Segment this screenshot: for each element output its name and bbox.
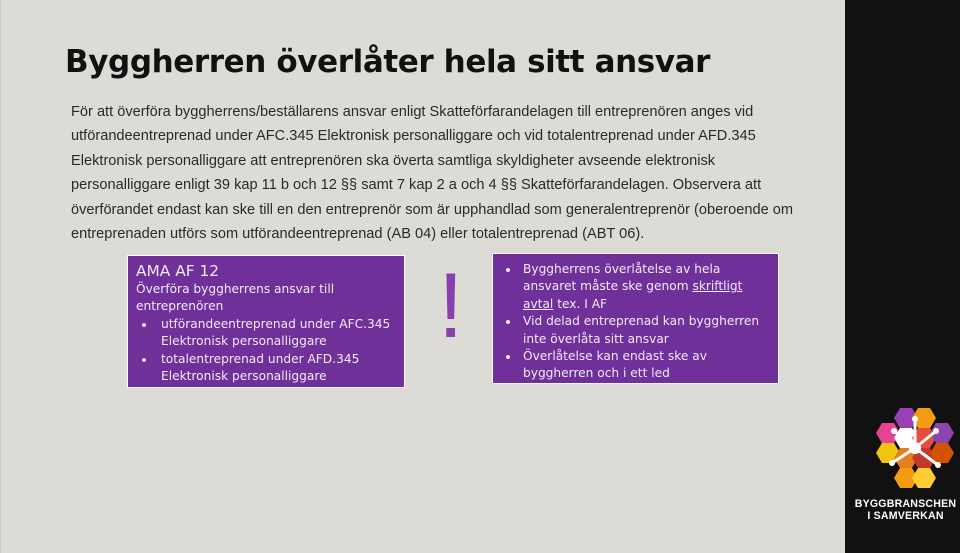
slide-body-text: För att överföra byggherrens/beställarens ansvar enligt Skatteförfarandelagen till entreprenören anges vid utförandeentreprenad under AFC.345 Elektronisk personalliggare och vid totalentreprenad under AFD.345 Elektronisk personalliggare att entreprenören ska överta samtliga skyldigheter avseende elektronisk personalliggare enligt 39 kap 11 b och 12 §§ samt 7 kap 2 a och 4 §§ Skatteförfarandelagen. Observera att överförandet endast kan ske till en den entreprenör som är upphandlad som generalentreprenör (oberoende om entreprenaden utförs som utförandeentreprenad (AB 04) eller totalentreprenad (ABT 06). [71, 104, 794, 243]
list-item: totalentreprenad under AFD.345 Elektronisk personalliggare [136, 351, 396, 386]
logo-line-2: I SAMVERKAN [867, 510, 944, 522]
logo-wordmark [851, 498, 960, 522]
exclamation-mark: ! [438, 255, 464, 357]
slide-title: Byggherren överlåter hela sitt ansvar [65, 44, 711, 80]
list-item: Överlåtelse kan endast ske av byggherren och i ett led [501, 348, 770, 383]
list-item: Vid delad entreprenad kan byggherren inte överlåta sitt ansvar [501, 313, 770, 348]
ama-af12-box [127, 255, 405, 388]
notes-box [492, 253, 779, 384]
note-text: Byggherrens överlåtelse av hela ansvaret måste ske genom [523, 262, 721, 294]
box-title: AMA AF 12 [136, 262, 220, 280]
notes-list [501, 261, 770, 383]
note-text: tex. I AF [553, 296, 608, 311]
logo-line-1: BYGGBRANSCHEN [854, 498, 957, 510]
box-list [136, 316, 396, 386]
box-lead-text: Överföra byggherrens ansvar till entreprenören [136, 282, 335, 314]
list-item [501, 261, 770, 313]
list-item: utförandeentreprenad under AFC.345 Elektronisk personalliggare [136, 316, 396, 351]
skriftligt-avtal-link[interactable]: skriftligt avtal [523, 279, 743, 311]
